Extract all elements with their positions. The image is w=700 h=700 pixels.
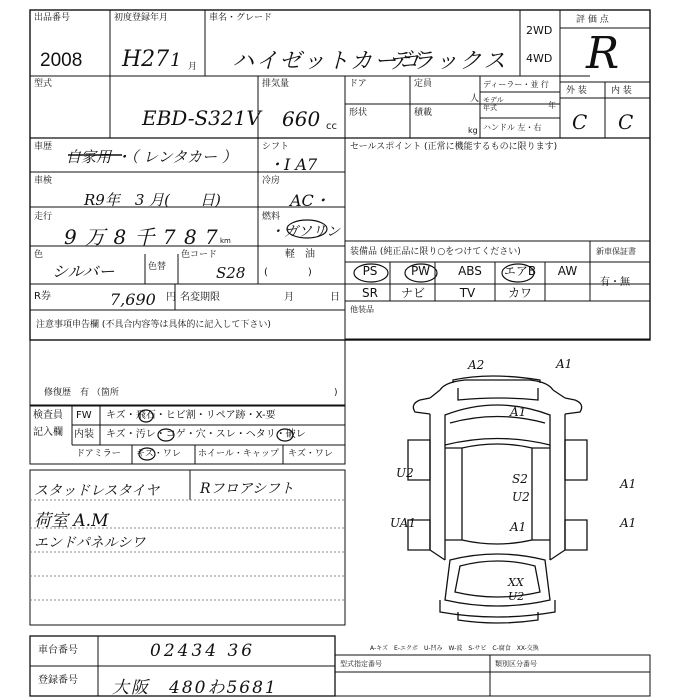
history-value: 自家用 ・（ レンタカー ） [66,148,237,166]
type-label: 型式 [34,79,53,89]
history-label: 車歴 [34,142,53,152]
mirror-label: ドアミラー [76,449,121,459]
displacement-label: 排気量 [262,79,290,89]
load-label: 積載 [414,108,433,118]
color-label: 色 [34,250,44,260]
interior-check-text: キズ・汚レ・コゲ・穴・スレ・ヘタリ・破レ [106,429,306,440]
mirror-text: キズ・ワレ [136,449,181,459]
inspection-label: 車検 [34,176,53,186]
equip-leather: カワ [507,286,532,300]
fuel-label: 燃料 [262,212,281,222]
mark-rear-1: XX [508,576,524,589]
registration-label: 登録番号 [38,675,78,686]
shift-value: ・I A7 [268,155,318,174]
equip-abs: ABS [458,264,482,278]
fw-label: FW [76,410,92,421]
equipment-label: 装備品 (純正品に限り○をつけてください) [350,247,521,257]
mileage-label: 走行 [34,212,53,222]
sales-point-label: セールスポイント (正常に機能するものに限ります) [350,142,558,152]
exterior-grade: C [572,110,588,134]
chassis-number: 02434 36 [150,641,256,661]
mark-right-front: A1 [620,477,637,491]
class-label: 類別区分番号 [495,660,537,668]
color-value: シルバー [52,262,115,281]
lot-number: 2008 [40,50,83,71]
equip-tv: TV [459,286,476,300]
shift-label: シフト [262,142,290,152]
interior-check-label: 内装 [74,429,94,440]
first-reg-month-unit: 月 [188,62,198,72]
type-code: EBD-S321V [142,106,261,130]
chassis-label: 車台番号 [38,645,78,656]
score-label: 評 価 点 [576,15,609,25]
lot-label: 出品番号 [34,13,71,23]
mark-roof-2: U2 [512,490,530,504]
mark-left-rear-door: UA1 [390,516,417,530]
exterior-label: 外 装 [566,86,587,96]
name-change-label: 名変期限 [180,292,220,303]
mark-left-front-door: U2 [396,466,414,480]
notes-label: 注意事項申告欄 (不具合内容等は具体的に記入して下さい) [36,320,271,330]
shape-label: 形状 [349,108,368,118]
score-value: R [586,28,620,79]
wheel-text: キズ・ワレ [288,449,333,459]
ac-label: 冷房 [262,176,281,186]
displacement-unit: cc [326,121,337,132]
repair-close: ) [334,388,338,398]
mark-front-right: A1 [556,357,573,371]
mark-roof-1: S2 [512,472,528,486]
other-equip-label: 他装品 [350,305,374,314]
door-label: ドア [349,79,367,89]
diesel-paren: ( ) [264,267,312,278]
color-code-label: 色コード [181,250,218,260]
ac-value: AC・ [290,191,330,210]
mark-hood: A1 [510,405,527,419]
repair-label: 修復歴 有 （箇所 [44,388,119,398]
note-line-2: 荷室 A.M [34,511,109,531]
warranty-label: 新車保証書 [596,247,636,256]
dealer-label: ディーラー・並 行 [483,80,549,89]
warranty-value: 有・無 [600,277,630,288]
equip-aw: AW [557,264,578,278]
note-line-3: エンドパネルシワ [34,535,146,551]
name-change-day: 日 [330,292,340,303]
drive-2wd: 2WD [526,24,553,37]
displacement-value: 660 [282,107,321,131]
mileage-unit: km [220,237,231,245]
mark-right-rear: A1 [620,516,637,530]
handle-label: ハンドル 左・右 [483,123,542,132]
note-line-1-right: Rフロアシフト [200,481,294,497]
inspector-label-1: 検査員 [33,410,63,421]
fuel-value: ・ガソリン [270,224,340,240]
note-line-1: スタッドレスタイヤ [34,483,160,499]
equip-airbag: エアB [503,264,537,278]
equip-sr: SR [362,286,378,300]
name-change-month: 月 [284,292,294,303]
model-year-unit: 年 [548,101,556,110]
drive-4wd: 4WD [526,52,553,65]
cert-label: 型式指定番号 [340,660,382,668]
load-unit: kg [468,126,478,135]
mark-rear-2: U2 [508,590,525,603]
color-code: S28 [216,264,246,282]
grade: デラックス [388,49,508,74]
capacity-unit: 人 [470,94,480,104]
damage-legend: A-キズ E-エクボ U-凹み W-波 S-サビ C-腐食 XX-交換 [370,645,539,652]
model-label: 車名・グレード [209,13,273,23]
model-name: ハイゼットカーゴ [232,49,423,74]
mark-front-left: A2 [468,358,485,372]
mileage-value: 9 万 8 千 7 8 7 [64,225,219,249]
inspector-label-2: 記入欄 [33,427,63,438]
model-year-label: モデル 年式 [483,96,504,112]
first-reg-label: 初度登録年月 [114,13,169,23]
vehicle-diagram [408,376,587,623]
recycle-value: 7,690 [110,290,156,309]
equip-pw: PW [410,264,431,278]
repaint-label: 色替 [148,262,167,272]
recycle-unit: 円 [166,292,176,303]
recycle-label: R券 [34,291,51,302]
interior-grade: C [618,110,634,134]
fw-text: キズ・飛石・ヒビ割・リペア跡・X-要 [106,410,276,421]
equip-ps: PS [362,264,378,278]
equip-navi: ナビ [400,286,425,300]
interior-label: 内 装 [611,86,632,96]
first-reg-era: H27 [122,47,170,72]
wheel-label: ホイール・キャップ [198,449,279,459]
first-reg-month: 1 [170,50,182,71]
capacity-label: 定員 [414,79,433,89]
diesel-label: 軽 油 [285,249,315,260]
registration-number: 大阪 480わ5681 [112,678,278,698]
mark-cargo: A1 [510,520,527,534]
inspection-value: R9年 3 月( 日) [84,191,221,209]
